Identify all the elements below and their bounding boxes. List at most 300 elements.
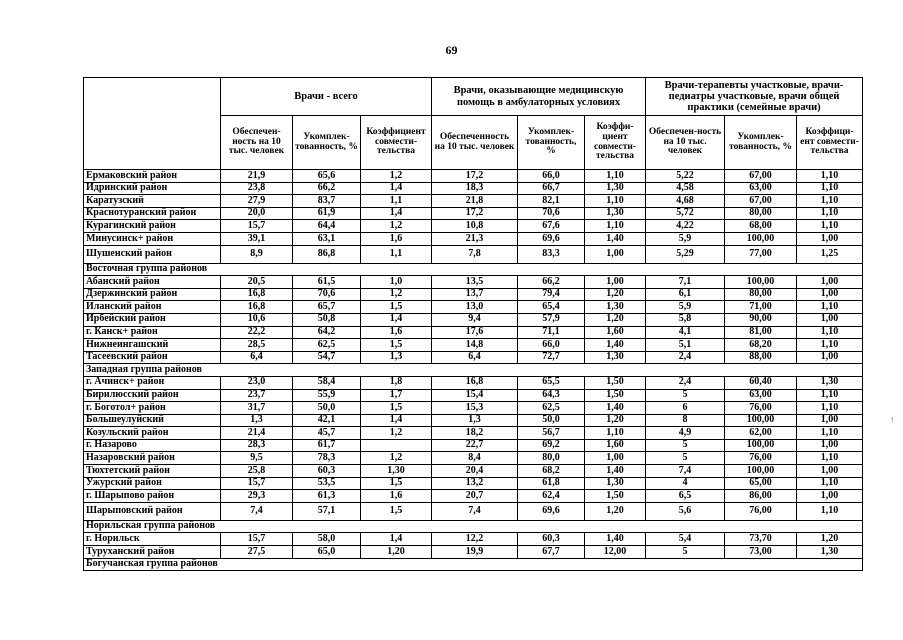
- table-row: [84, 439, 863, 452]
- table-cell-col-1: 15,7: [221, 477, 293, 490]
- table-cell-col-2: 53,5: [293, 477, 361, 490]
- table-cell-col-3: 1,5: [361, 339, 432, 352]
- table-cell-col-2: 54,7: [293, 351, 361, 364]
- table-cell-col-5: 72,7: [518, 351, 585, 364]
- table-cell-col-9: 1,10: [797, 195, 863, 208]
- table-cell-col-8: 65,00: [725, 477, 797, 490]
- table-row: [84, 477, 863, 490]
- table-cell-col-6: 1,40: [585, 402, 646, 415]
- table-cell-col-7: 5: [646, 439, 725, 452]
- table-cell-col-4: 14,8: [432, 339, 518, 352]
- table-cell-col-3: 1,8: [361, 376, 432, 389]
- table-cell-col-9: 1,20: [797, 533, 863, 546]
- table-cell-col-1: 21,9: [221, 170, 293, 183]
- table-cell-col-8: 88,00: [725, 351, 797, 364]
- district-name: Тасеевский район: [84, 351, 221, 364]
- district-name: г. Норильск: [84, 533, 221, 546]
- table-cell-col-5: 82,1: [518, 195, 585, 208]
- table-cell-col-7: 5: [646, 546, 725, 559]
- subheader-col-6: Коэффи-циент совмести-тельства: [585, 116, 646, 170]
- table-cell-col-2: 65,7: [293, 301, 361, 314]
- table-cell-col-5: 65,4: [518, 301, 585, 314]
- table-row: [84, 288, 863, 301]
- table-row: [84, 533, 863, 546]
- table-cell-col-6: 1,50: [585, 490, 646, 503]
- table-cell-col-8: 100,00: [725, 465, 797, 478]
- table-cell-col-1: 21,4: [221, 427, 293, 440]
- table-cell-col-6: 1,00: [585, 452, 646, 465]
- subheader-col-9: Коэффици-ент совмести-тельства: [797, 116, 863, 170]
- table-cell-col-3: 1,4: [361, 313, 432, 326]
- table-cell-col-9: 1,10: [797, 452, 863, 465]
- table-cell-col-2: 61,9: [293, 207, 361, 220]
- table-cell-col-3: 1,4: [361, 207, 432, 220]
- district-name: г. Боготол+ район: [84, 402, 221, 415]
- table-cell-col-7: 7,4: [646, 465, 725, 478]
- table-cell-col-5: 67,6: [518, 220, 585, 233]
- table-cell-col-8: 80,00: [725, 207, 797, 220]
- table-cell-col-3: 1,2: [361, 220, 432, 233]
- district-name: г. Канск+ район: [84, 326, 221, 339]
- table-cell-col-5: 80,0: [518, 452, 585, 465]
- table-cell-col-1: 10,6: [221, 313, 293, 326]
- table-cell-col-1: 16,8: [221, 288, 293, 301]
- table-cell-col-6: 1,40: [585, 533, 646, 546]
- table-cell-col-4: 18,2: [432, 427, 518, 440]
- table-cell-col-9: 1,30: [797, 546, 863, 559]
- table-cell-col-4: 15,3: [432, 402, 518, 415]
- table-cell-col-7: 5,29: [646, 245, 725, 263]
- table-cell-col-6: 1,40: [585, 465, 646, 478]
- subheader-col-2: Укомплек-тованность, %: [293, 116, 361, 170]
- table-cell-col-8: 60,40: [725, 376, 797, 389]
- table-cell-col-6: 1,10: [585, 427, 646, 440]
- table-cell-col-4: 19,9: [432, 546, 518, 559]
- table-cell-col-7: 4,1: [646, 326, 725, 339]
- district-name: Большеулуйский: [84, 414, 221, 427]
- table-cell-col-6: 1,20: [585, 313, 646, 326]
- district-name: Бирилюсский район: [84, 389, 221, 402]
- table-cell-col-3: 1,5: [361, 402, 432, 415]
- table-cell-col-2: 61,5: [293, 276, 361, 289]
- table-row: [84, 452, 863, 465]
- table-cell-col-5: 64,3: [518, 389, 585, 402]
- table-cell-col-2: 58,0: [293, 533, 361, 546]
- group-name: Норильская группа районов: [84, 520, 863, 533]
- table-row: [84, 195, 863, 208]
- table-cell-col-3: 1,6: [361, 232, 432, 245]
- table-cell-col-1: 28,5: [221, 339, 293, 352]
- table-cell-col-7: 2,4: [646, 376, 725, 389]
- table-cell-col-2: 50,8: [293, 313, 361, 326]
- table-cell-col-9: 1,00: [797, 414, 863, 427]
- table-cell-col-8: 80,00: [725, 288, 797, 301]
- table-cell-col-8: 76,00: [725, 402, 797, 415]
- group-header-row: [84, 263, 863, 276]
- table-row: [84, 465, 863, 478]
- table-cell-col-2: 45,7: [293, 427, 361, 440]
- district-name: Идринский район: [84, 182, 221, 195]
- table-row: [84, 546, 863, 559]
- table-cell-col-7: 4,58: [646, 182, 725, 195]
- district-name: Иланский район: [84, 301, 221, 314]
- table-cell-col-5: 66,2: [518, 276, 585, 289]
- table-cell-col-4: 13,7: [432, 288, 518, 301]
- table-cell-col-3: 1,1: [361, 245, 432, 263]
- table-cell-col-6: 12,00: [585, 546, 646, 559]
- table-cell-col-3: 1,2: [361, 452, 432, 465]
- table-cell-col-8: 90,00: [725, 313, 797, 326]
- table-cell-col-6: 1,30: [585, 477, 646, 490]
- table-cell-col-6: 1,10: [585, 170, 646, 183]
- table-cell-col-7: 6,1: [646, 288, 725, 301]
- table-cell-col-7: 5,1: [646, 339, 725, 352]
- table-cell-col-9: 1,10: [797, 477, 863, 490]
- table-cell-col-2: 64,4: [293, 220, 361, 233]
- table-cell-col-1: 22,2: [221, 326, 293, 339]
- table-cell-col-6: 1,40: [585, 339, 646, 352]
- table-cell-col-9: 1,30: [797, 376, 863, 389]
- table-cell-col-3: 1,2: [361, 288, 432, 301]
- table-cell-col-4: 21,8: [432, 195, 518, 208]
- table-cell-col-2: 42,1: [293, 414, 361, 427]
- table-row: [84, 313, 863, 326]
- table-cell-col-4: 6,4: [432, 351, 518, 364]
- district-name: г. Назарово: [84, 439, 221, 452]
- table-cell-col-9: 1,25: [797, 245, 863, 263]
- table-cell-col-9: 1,10: [797, 339, 863, 352]
- table-cell-col-5: 56,7: [518, 427, 585, 440]
- table-cell-col-4: 12,2: [432, 533, 518, 546]
- table-cell-col-1: 31,7: [221, 402, 293, 415]
- table-cell-col-9: 1,10: [797, 170, 863, 183]
- subheader-col-4: Обеспеченность на 10 тыс. человек: [432, 116, 518, 170]
- table-cell-col-5: 60,3: [518, 533, 585, 546]
- district-name: Тюхтетский район: [84, 465, 221, 478]
- table-cell-col-8: 76,00: [725, 502, 797, 520]
- table-cell-col-5: 66,0: [518, 170, 585, 183]
- table-row: [84, 414, 863, 427]
- table-cell-col-8: 71,00: [725, 301, 797, 314]
- table-cell-col-6: 1,30: [585, 301, 646, 314]
- district-name: Каратузский: [84, 195, 221, 208]
- table-cell-col-2: 61,3: [293, 490, 361, 503]
- table-cell-col-4: 15,4: [432, 389, 518, 402]
- table-cell-col-4: 22,7: [432, 439, 518, 452]
- table-row: [84, 339, 863, 352]
- table-cell-col-8: 63,00: [725, 182, 797, 195]
- table-cell-col-3: 1,0: [361, 276, 432, 289]
- district-name: Шушенский район: [84, 245, 221, 263]
- table-cell-col-8: 100,00: [725, 439, 797, 452]
- table-cell-col-1: 9,5: [221, 452, 293, 465]
- district-name: Курагинский район: [84, 220, 221, 233]
- table-cell-col-7: 5,4: [646, 533, 725, 546]
- table-cell-col-9: 1,10: [797, 220, 863, 233]
- table-cell-col-4: 20,4: [432, 465, 518, 478]
- table-cell-col-8: 68,20: [725, 339, 797, 352]
- table-cell-col-2: 64,2: [293, 326, 361, 339]
- table-cell-col-6: 1,00: [585, 245, 646, 263]
- table-cell-col-6: 1,50: [585, 376, 646, 389]
- table-cell-col-5: 67,7: [518, 546, 585, 559]
- header-group-district-therapists: Врачи-терапевты участковые, врачи-педиатры участковые, врачи общей практики (семейные врачи): [646, 78, 863, 116]
- table-cell-col-4: 8,4: [432, 452, 518, 465]
- table-cell-col-2: 65,6: [293, 170, 361, 183]
- table-cell-col-1: 23,0: [221, 376, 293, 389]
- district-name: Ужурский район: [84, 477, 221, 490]
- district-name: г. Шарыпово район: [84, 490, 221, 503]
- table-cell-col-6: 1,30: [585, 207, 646, 220]
- header-blank: [84, 78, 221, 170]
- table-row: [84, 502, 863, 520]
- table-cell-col-2: 63,1: [293, 232, 361, 245]
- table-cell-col-4: 13,5: [432, 276, 518, 289]
- table-row: [84, 245, 863, 263]
- table-cell-col-6: 1,30: [585, 351, 646, 364]
- table-cell-col-1: 27,5: [221, 546, 293, 559]
- table-cell-col-9: 1,10: [797, 402, 863, 415]
- table-cell-col-7: 4,68: [646, 195, 725, 208]
- subheader-col-1: Обеспечен-ность на 10 тыс. человек: [221, 116, 293, 170]
- table-cell-col-5: 68,2: [518, 465, 585, 478]
- table-cell-col-4: 13,2: [432, 477, 518, 490]
- table-cell-col-7: 6,5: [646, 490, 725, 503]
- table-cell-col-3: 1,5: [361, 477, 432, 490]
- district-name: Туруханский район: [84, 546, 221, 559]
- table-cell-col-5: 79,4: [518, 288, 585, 301]
- table-row: [84, 490, 863, 503]
- table-cell-col-4: 7,4: [432, 502, 518, 520]
- table-cell-col-6: 1,30: [585, 182, 646, 195]
- table-cell-col-7: 4,9: [646, 427, 725, 440]
- table-cell-col-9: 1,10: [797, 207, 863, 220]
- group-name: Западная группа районов: [84, 364, 863, 377]
- table-cell-col-5: 57,9: [518, 313, 585, 326]
- table-cell-col-2: 58,4: [293, 376, 361, 389]
- header-group-outpatient: Врачи, оказывающие медицинскую помощь в амбулаторных условиях: [432, 78, 646, 116]
- table-cell-col-4: 16,8: [432, 376, 518, 389]
- table-cell-col-1: 1,3: [221, 414, 293, 427]
- table-cell-col-9: 1,10: [797, 182, 863, 195]
- table-cell-col-3: 1,6: [361, 490, 432, 503]
- page-number: 69: [445, 43, 458, 57]
- table-cell-col-7: 5,9: [646, 301, 725, 314]
- table-cell-col-4: 18,3: [432, 182, 518, 195]
- table-cell-col-6: 1,60: [585, 326, 646, 339]
- table-cell-col-4: 20,7: [432, 490, 518, 503]
- district-name: Назаровский район: [84, 452, 221, 465]
- table-cell-col-3: 1,7: [361, 389, 432, 402]
- table-cell-col-7: 5,9: [646, 232, 725, 245]
- table-cell-col-8: 100,00: [725, 232, 797, 245]
- table-cell-col-7: 6: [646, 402, 725, 415]
- table-cell-col-5: 83,3: [518, 245, 585, 263]
- table-cell-col-4: 9,4: [432, 313, 518, 326]
- table-cell-col-7: 4,22: [646, 220, 725, 233]
- table-cell-col-3: 1,4: [361, 414, 432, 427]
- district-name: Краснотуранский район: [84, 207, 221, 220]
- table-row: [84, 402, 863, 415]
- table-cell-col-8: 86,00: [725, 490, 797, 503]
- table-cell-col-3: 1,1: [361, 195, 432, 208]
- table-cell-col-2: 62,5: [293, 339, 361, 352]
- table-cell-col-1: 23,7: [221, 389, 293, 402]
- table-cell-col-1: 15,7: [221, 533, 293, 546]
- district-name: г. Ачинск+ район: [84, 376, 221, 389]
- table-cell-col-3: 1,2: [361, 170, 432, 183]
- district-name: Минусинск+ район: [84, 232, 221, 245]
- table-cell-col-6: 1,10: [585, 195, 646, 208]
- table-cell-col-7: 5,72: [646, 207, 725, 220]
- table-cell-col-7: 7,1: [646, 276, 725, 289]
- table-cell-col-3: 1,5: [361, 301, 432, 314]
- table-cell-col-6: 1,40: [585, 232, 646, 245]
- table-cell-col-7: 4: [646, 477, 725, 490]
- table-cell-col-1: 6,4: [221, 351, 293, 364]
- district-name: Шарыповский район: [84, 502, 221, 520]
- table-row: [84, 351, 863, 364]
- table-cell-col-5: 71,1: [518, 326, 585, 339]
- table-cell-col-1: 27,9: [221, 195, 293, 208]
- table-cell-col-3: 1,3: [361, 351, 432, 364]
- table-cell-col-8: 62,00: [725, 427, 797, 440]
- table-cell-col-3: 1,5: [361, 502, 432, 520]
- table-cell-col-5: 61,8: [518, 477, 585, 490]
- table-cell-col-1: 25,8: [221, 465, 293, 478]
- table-cell-col-9: 1,10: [797, 502, 863, 520]
- subheader-col-5: Укомплек-тованность, %: [518, 116, 585, 170]
- table-cell-col-7: 2,4: [646, 351, 725, 364]
- table-cell-col-9: 1,00: [797, 232, 863, 245]
- table-row: [84, 207, 863, 220]
- table-cell-col-1: 39,1: [221, 232, 293, 245]
- table-cell-col-9: 1,10: [797, 427, 863, 440]
- table-cell-col-2: 83,7: [293, 195, 361, 208]
- table-cell-col-3: [361, 439, 432, 452]
- subheader-col-8: Укомплек-тованность, %: [725, 116, 797, 170]
- table-cell-col-2: 78,3: [293, 452, 361, 465]
- table-cell-col-3: 1,4: [361, 533, 432, 546]
- table-row: [84, 427, 863, 440]
- table-cell-col-1: 20,0: [221, 207, 293, 220]
- table-cell-col-7: 5: [646, 389, 725, 402]
- table-cell-col-2: 70,6: [293, 288, 361, 301]
- statistics-table: [83, 77, 863, 571]
- table-row: [84, 170, 863, 183]
- table-cell-col-6: 1,20: [585, 502, 646, 520]
- table-cell-col-5: 65,5: [518, 376, 585, 389]
- table-cell-col-9: 1,00: [797, 313, 863, 326]
- table-cell-col-8: 63,00: [725, 389, 797, 402]
- table-cell-col-8: 100,00: [725, 414, 797, 427]
- table-cell-col-4: 1,3: [432, 414, 518, 427]
- table-cell-col-3: 1,20: [361, 546, 432, 559]
- table-cell-col-2: 66,2: [293, 182, 361, 195]
- table-cell-col-8: 68,00: [725, 220, 797, 233]
- district-name: Абанский район: [84, 276, 221, 289]
- table-cell-col-4: 7,8: [432, 245, 518, 263]
- table-cell-col-6: 1,00: [585, 276, 646, 289]
- table-cell-col-5: 69,6: [518, 232, 585, 245]
- table-cell-col-5: 62,4: [518, 490, 585, 503]
- table-cell-col-5: 66,0: [518, 339, 585, 352]
- table-cell-col-2: 50,0: [293, 402, 361, 415]
- table-cell-col-2: 60,3: [293, 465, 361, 478]
- table-cell-col-1: 16,8: [221, 301, 293, 314]
- group-header-row: [84, 558, 863, 571]
- margin-mark: ↑: [890, 415, 894, 424]
- group-header-row: [84, 520, 863, 533]
- header-group-all-doctors: Врачи - всего: [221, 78, 432, 116]
- table-cell-col-8: 67,00: [725, 170, 797, 183]
- table-cell-col-6: 1,60: [585, 439, 646, 452]
- table-cell-col-4: 13,0: [432, 301, 518, 314]
- table-cell-col-8: 77,00: [725, 245, 797, 263]
- table-cell-col-7: 5: [646, 452, 725, 465]
- table-cell-col-1: 23,8: [221, 182, 293, 195]
- table-row: [84, 182, 863, 195]
- table-cell-col-3: 1,30: [361, 465, 432, 478]
- district-name: Ирбейский район: [84, 313, 221, 326]
- table-cell-col-4: 21,3: [432, 232, 518, 245]
- table-cell-col-5: 66,7: [518, 182, 585, 195]
- table-cell-col-5: 62,5: [518, 402, 585, 415]
- table-cell-col-8: 81,00: [725, 326, 797, 339]
- table-row: [84, 220, 863, 233]
- table-cell-col-4: 10,8: [432, 220, 518, 233]
- table-cell-col-9: 1,00: [797, 276, 863, 289]
- group-name: Восточная группа районов: [84, 263, 863, 276]
- table-cell-col-9: 1,00: [797, 439, 863, 452]
- table-cell-col-5: 70,6: [518, 207, 585, 220]
- table-cell-col-6: 1,20: [585, 288, 646, 301]
- table-row: [84, 276, 863, 289]
- district-name: Дзержинский район: [84, 288, 221, 301]
- table-cell-col-3: 1,4: [361, 182, 432, 195]
- table-cell-col-9: 1,10: [797, 326, 863, 339]
- table-row: [84, 301, 863, 314]
- table-cell-col-6: 1,10: [585, 220, 646, 233]
- table-cell-col-5: 69,2: [518, 439, 585, 452]
- table-cell-col-1: 29,3: [221, 490, 293, 503]
- table-row: [84, 376, 863, 389]
- table-cell-col-1: 8,9: [221, 245, 293, 263]
- table-cell-col-8: 76,00: [725, 452, 797, 465]
- table-cell-col-4: 17,2: [432, 207, 518, 220]
- subheader-col-3: Коэффициент совмести-тельства: [361, 116, 432, 170]
- table-row: [84, 326, 863, 339]
- table-cell-col-1: 28,3: [221, 439, 293, 452]
- table-cell-col-5: 69,6: [518, 502, 585, 520]
- group-header-row: [84, 364, 863, 377]
- table-cell-col-9: 1,10: [797, 389, 863, 402]
- subheader-col-7: Обеспечен-ность на 10 тыс. человек: [646, 116, 725, 170]
- table-cell-col-2: 65,0: [293, 546, 361, 559]
- table-cell-col-8: 67,00: [725, 195, 797, 208]
- group-name: Богучанская группа районов: [84, 558, 863, 571]
- table-cell-col-7: 5,8: [646, 313, 725, 326]
- table-cell-col-7: 5,22: [646, 170, 725, 183]
- table-cell-col-4: 17,6: [432, 326, 518, 339]
- table-cell-col-6: 1,50: [585, 389, 646, 402]
- table-cell-col-2: 57,1: [293, 502, 361, 520]
- table-body: [84, 170, 863, 571]
- table-cell-col-2: 86,8: [293, 245, 361, 263]
- district-name: Козульский район: [84, 427, 221, 440]
- district-name: Нижнеингашский: [84, 339, 221, 352]
- table-cell-col-3: 1,6: [361, 326, 432, 339]
